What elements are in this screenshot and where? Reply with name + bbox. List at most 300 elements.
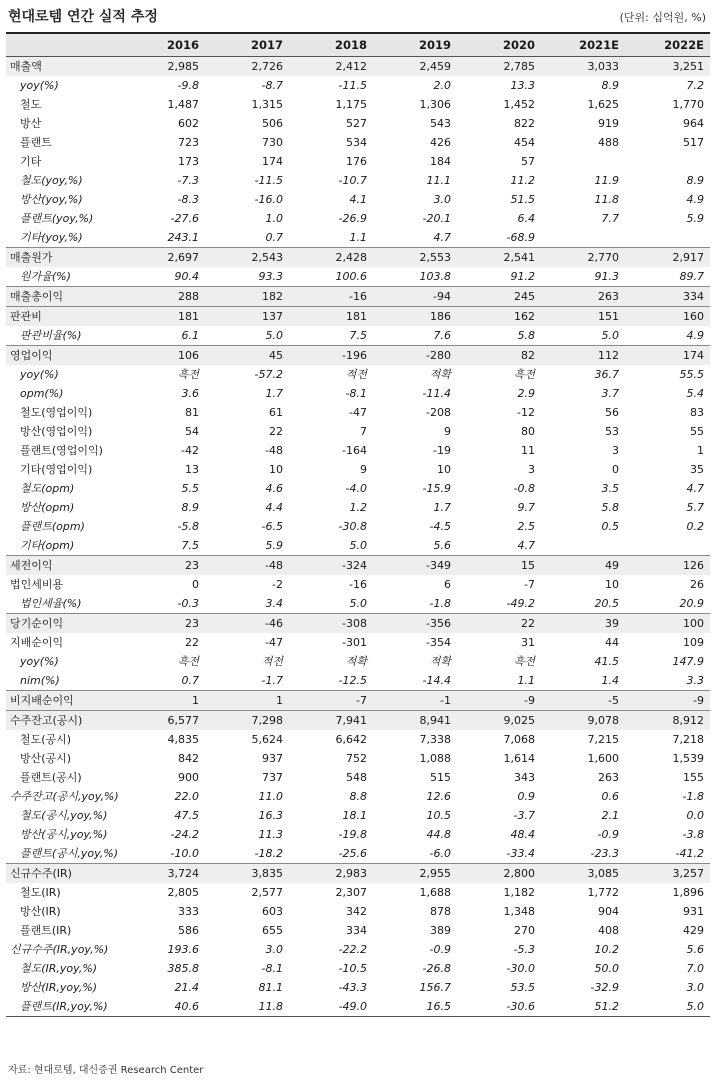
row-label: 기타(yoy,%) (20, 231, 83, 244)
table-cell: -16.0 (254, 193, 283, 206)
column-header: 2017 (205, 33, 289, 57)
table-cell: 723 (178, 136, 199, 149)
table-row (6, 267, 710, 287)
table-cell: -20.1 (422, 212, 451, 225)
table-cell: 3.4 (265, 597, 283, 610)
table-cell: 2,697 (122, 248, 205, 268)
table-cell: 0.5 (601, 520, 619, 533)
table-body (6, 57, 710, 1017)
row-label: yoy(%) (20, 79, 59, 92)
table-cell: 174 (625, 346, 710, 366)
table-cell: 2,985 (122, 57, 205, 77)
table-cell: 2,983 (289, 864, 373, 884)
table-cell: 10.5 (426, 809, 451, 822)
table-cell: -6.5 (261, 520, 283, 533)
row-label: 기타(영업이익) (20, 463, 93, 476)
table-cell: 90.4 (174, 270, 199, 283)
table-cell: -33.4 (506, 847, 535, 860)
table-cell (625, 536, 710, 556)
table-cell: 1.0 (265, 212, 283, 225)
table-cell: 7.6 (433, 329, 451, 342)
table-cell: 50.0 (594, 962, 619, 975)
table-cell: 548 (346, 771, 367, 784)
table-row (6, 517, 710, 536)
table-cell: 5.8 (601, 501, 619, 514)
table-cell: 181 (289, 307, 373, 327)
table-cell: 10 (269, 463, 283, 476)
table-cell: 51.5 (510, 193, 535, 206)
table-cell: 22 (185, 636, 199, 649)
table-cell: 2,543 (205, 248, 289, 268)
table-cell: 6.4 (517, 212, 535, 225)
table-cell: 2,553 (373, 248, 457, 268)
table-cell: 11.8 (594, 193, 619, 206)
row-label: 매출총이익 (6, 287, 122, 307)
table-cell: 964 (683, 117, 704, 130)
table-cell: 5.0 (349, 597, 367, 610)
table-cell: 263 (541, 287, 625, 307)
table-cell: 534 (346, 136, 367, 149)
table-cell: -208 (426, 406, 451, 419)
table-cell: 40.6 (122, 997, 205, 1017)
table-cell: -164 (342, 444, 367, 457)
table-cell: 822 (514, 117, 535, 130)
table-cell: 1,896 (672, 886, 704, 899)
table-cell: 270 (514, 924, 535, 937)
table-cell: 11.1 (426, 174, 451, 187)
table-cell: 36.7 (594, 368, 619, 381)
table-cell: 9,025 (457, 711, 541, 731)
table-row (6, 806, 710, 825)
table-cell: 389 (430, 924, 451, 937)
table-row (6, 711, 710, 731)
row-label: 판관비 (6, 307, 122, 327)
table-cell: 1,625 (587, 98, 619, 111)
row-label: 수주잔고(공시) (6, 711, 122, 731)
column-header (6, 33, 122, 57)
table-cell: -8.1 (345, 387, 367, 400)
table-row (6, 441, 710, 460)
row-label: 철도(공시) (20, 733, 72, 746)
row-label: 방산 (20, 117, 42, 130)
table-cell: 181 (122, 307, 205, 327)
table-cell: 3 (528, 463, 535, 476)
table-cell: 0 (192, 578, 199, 591)
table-cell: 23 (122, 614, 205, 634)
table-cell: -7 (524, 578, 535, 591)
table-cell: 2,955 (373, 864, 457, 884)
table-row (6, 671, 710, 691)
table-cell: 4.6 (265, 482, 283, 495)
table-cell: 적전 (261, 655, 283, 668)
table-cell: 7.7 (601, 212, 619, 225)
table-cell: 931 (683, 905, 704, 918)
table-cell: -0.8 (513, 482, 535, 495)
row-label: 신규수주(IR,yoy,%) (10, 943, 109, 956)
table-cell: 602 (178, 117, 199, 130)
table-cell: 31 (521, 636, 535, 649)
row-label: 영업이익 (6, 346, 122, 366)
table-row (6, 114, 710, 133)
table-cell: -196 (289, 346, 373, 366)
table-cell: -14.4 (422, 674, 451, 687)
table-cell: 126 (625, 556, 710, 576)
table-cell: 342 (346, 905, 367, 918)
table-cell: 5.4 (686, 387, 704, 400)
table-cell: -42 (181, 444, 199, 457)
row-label: 방산(IR) (20, 905, 61, 918)
table-cell: 9 (444, 425, 451, 438)
table-cell: 1,539 (672, 752, 704, 765)
table-cell: 8,941 (373, 711, 457, 731)
table-cell: 8,912 (625, 711, 710, 731)
table-cell: 2.1 (601, 809, 619, 822)
table-cell: 0.2 (686, 520, 704, 533)
table-cell: 2,800 (457, 864, 541, 884)
table-cell: 603 (262, 905, 283, 918)
table-cell: 5.0 (265, 329, 283, 342)
header (8, 6, 708, 26)
table-row (6, 556, 710, 576)
table-cell: 176 (346, 155, 367, 168)
table-cell: 8.9 (686, 174, 704, 187)
source-note: 자료: 현대로템, 대신증권 Research Center (8, 1065, 204, 1076)
table-cell: 1,315 (251, 98, 283, 111)
row-label: 철도(opm) (20, 482, 75, 495)
table-cell: -25.6 (338, 847, 367, 860)
table-cell: 0.7 (265, 231, 283, 244)
row-label: 플랜트 (20, 136, 52, 149)
table-cell: -41.2 (675, 847, 704, 860)
row-label: 수주잔고(공시,yoy,%) (10, 790, 119, 803)
table-cell: 81.1 (258, 981, 283, 994)
table-cell: -1.8 (429, 597, 451, 610)
table-cell: 100 (625, 614, 710, 634)
table-cell: -8.7 (261, 79, 283, 92)
table-row (6, 384, 710, 403)
table-cell: 7,215 (587, 733, 619, 746)
table-cell: 91.3 (594, 270, 619, 283)
table-cell: 155 (683, 771, 704, 784)
table-cell: 8.8 (349, 790, 367, 803)
table-cell: -24.2 (170, 828, 199, 841)
table-cell: 51.2 (541, 997, 625, 1017)
table-row (6, 248, 710, 268)
table-cell: 흑전 (177, 655, 199, 668)
row-label: 매출원가 (6, 248, 122, 268)
row-label: 플랜트(IR,yoy,%) (6, 997, 122, 1017)
table-cell: 488 (598, 136, 619, 149)
table-cell: 20.9 (679, 597, 704, 610)
table-cell: 1 (205, 691, 289, 711)
table-cell: -30.6 (457, 997, 541, 1017)
earnings-table (6, 32, 710, 1017)
column-header: 2021E (541, 33, 625, 57)
table-cell: -68.9 (506, 231, 535, 244)
table-cell: 517 (683, 136, 704, 149)
table-cell: 3.0 (433, 193, 451, 206)
table-cell: 106 (122, 346, 205, 366)
table-cell: 4.9 (686, 329, 704, 342)
table-row (6, 76, 710, 95)
row-label: 철도(IR) (20, 886, 61, 899)
table-row (6, 209, 710, 228)
table-cell: 적확 (429, 655, 451, 668)
table-cell: 8.9 (181, 501, 199, 514)
table-cell: 151 (541, 307, 625, 327)
table-cell: 8.9 (601, 79, 619, 92)
table-row (6, 422, 710, 441)
table-row (6, 883, 710, 902)
table-cell: -57.2 (254, 368, 283, 381)
table-cell: 0 (612, 463, 619, 476)
table-cell: -5 (541, 691, 625, 711)
table-cell: 4.4 (265, 501, 283, 514)
table-cell: -23.3 (590, 847, 619, 860)
table-row (6, 594, 710, 614)
table-cell: 흑전 (513, 368, 535, 381)
table-cell: -8.1 (261, 962, 283, 975)
table-cell: -26.8 (422, 962, 451, 975)
table-cell: 1,487 (167, 98, 199, 111)
table-cell: 2,577 (251, 886, 283, 899)
table-cell: 112 (541, 346, 625, 366)
row-label: 판관비율(%) (20, 329, 82, 342)
table-cell: 55.5 (679, 368, 704, 381)
table-cell: 흑전 (177, 368, 199, 381)
table-cell: 3,251 (625, 57, 710, 77)
table-cell: 173 (178, 155, 199, 168)
table-cell: 1,688 (419, 886, 451, 899)
table-cell: -2 (272, 578, 283, 591)
table-cell: -30.8 (338, 520, 367, 533)
table-cell: 333 (178, 905, 199, 918)
table-cell: 543 (430, 117, 451, 130)
row-label: 철도(영업이익) (20, 406, 93, 419)
table-cell: 1.2 (349, 501, 367, 514)
table-cell: 454 (514, 136, 535, 149)
column-header: 2016 (122, 33, 205, 57)
table-cell: 11.0 (258, 790, 283, 803)
table-cell: -12 (517, 406, 535, 419)
table-cell: 적확 (345, 655, 367, 668)
table-cell: 2,459 (373, 57, 457, 77)
table-cell: -47 (349, 406, 367, 419)
row-label: 플랜트(IR) (20, 924, 72, 937)
table-cell: -4.5 (429, 520, 451, 533)
table-row (6, 575, 710, 594)
table-cell: 2,785 (457, 57, 541, 77)
table-cell: 83 (690, 406, 704, 419)
table-cell: 245 (457, 287, 541, 307)
table-cell: 81 (185, 406, 199, 419)
table-cell: 49 (541, 556, 625, 576)
table-cell: 20.5 (594, 597, 619, 610)
table-cell: 3.0 (686, 981, 704, 994)
table-cell: -15.9 (422, 482, 451, 495)
table-row (6, 190, 710, 209)
table-cell: -27.6 (170, 212, 199, 225)
table-cell: 2,805 (167, 886, 199, 899)
table-cell: 2,770 (541, 248, 625, 268)
table-cell: 2,412 (289, 57, 373, 77)
table-cell: 2.0 (433, 79, 451, 92)
column-header: 2018 (289, 33, 373, 57)
table-cell: 1.4 (601, 674, 619, 687)
table-cell: 2.5 (517, 520, 535, 533)
table-row (6, 652, 710, 671)
table-cell: -3.8 (682, 828, 704, 841)
table-cell: -1.7 (261, 674, 283, 687)
table-row (6, 921, 710, 940)
table-row (6, 346, 710, 366)
row-label: 비지배순이익 (6, 691, 122, 711)
table-cell: 5.8 (517, 329, 535, 342)
table-cell: 21.4 (174, 981, 199, 994)
table-cell: 3.3 (686, 674, 704, 687)
table-cell: 6,642 (335, 733, 367, 746)
table-cell: -0.9 (429, 943, 451, 956)
table-cell: 4.7 (517, 539, 535, 552)
table-cell (541, 228, 625, 248)
table-cell: 1,306 (419, 98, 451, 111)
table-cell: 243.1 (167, 231, 199, 244)
table-cell: 4.7 (433, 231, 451, 244)
table-cell: 2,541 (457, 248, 541, 268)
header-row (6, 33, 710, 57)
table-cell: 적전 (345, 368, 367, 381)
table-row (6, 749, 710, 768)
table-cell: 7.5 (349, 329, 367, 342)
table-cell: 182 (205, 287, 289, 307)
table-cell: 흑전 (513, 655, 535, 668)
table-cell: 5.7 (686, 501, 704, 514)
table-cell: 1,452 (503, 98, 535, 111)
row-label: 플랜트(yoy,%) (20, 212, 94, 225)
table-row (6, 978, 710, 997)
table-cell: 5.0 (625, 997, 710, 1017)
table-cell: 18.1 (342, 809, 367, 822)
table-cell: 1.7 (265, 387, 283, 400)
row-label: 방산(IR,yoy,%) (20, 981, 98, 994)
table-row (6, 171, 710, 190)
table-cell: 11 (521, 444, 535, 457)
table-cell: -301 (342, 636, 367, 649)
table-cell: 3 (612, 444, 619, 457)
table-cell: 515 (430, 771, 451, 784)
table-cell: 22.0 (174, 790, 199, 803)
table-row (6, 326, 710, 346)
table-cell: 137 (205, 307, 289, 327)
row-label: yoy(%) (20, 368, 59, 381)
unit-note: (단위: 십억원, %) (619, 11, 706, 24)
table-cell: 334 (625, 287, 710, 307)
table-cell: -47 (265, 636, 283, 649)
table-cell: 1,600 (587, 752, 619, 765)
table-cell: 5.6 (686, 943, 704, 956)
table-cell: 7,068 (503, 733, 535, 746)
table-cell: -6.0 (429, 847, 451, 860)
table-cell: 12.6 (426, 790, 451, 803)
table-cell: -324 (289, 556, 373, 576)
table-cell: -280 (373, 346, 457, 366)
table-cell: -11.4 (422, 387, 451, 400)
row-label: 철도(yoy,%) (20, 174, 83, 187)
table-cell: 1,175 (335, 98, 367, 111)
table-cell: -43.3 (338, 981, 367, 994)
table-row (6, 614, 710, 634)
row-label: 플랜트(영업이익) (20, 444, 103, 457)
table-row (6, 57, 710, 77)
table-cell: -9 (625, 691, 710, 711)
table-cell: 47.5 (174, 809, 199, 822)
table-cell: 0.0 (686, 809, 704, 822)
table-cell: 0.9 (517, 790, 535, 803)
table-cell: -9.8 (177, 79, 199, 92)
table-cell: 11.2 (510, 174, 535, 187)
row-label: yoy(%) (20, 655, 59, 668)
table-row (6, 460, 710, 479)
table-cell: 1 (122, 691, 205, 711)
table-cell: 7,338 (419, 733, 451, 746)
table-cell: 35 (690, 463, 704, 476)
table-cell: 13 (185, 463, 199, 476)
table-cell: 737 (262, 771, 283, 784)
row-label: 철도(공시,yoy,%) (20, 809, 108, 822)
table-cell: -3.7 (513, 809, 535, 822)
table-cell (625, 228, 710, 248)
table-row (6, 633, 710, 652)
table-cell: -94 (373, 287, 457, 307)
table-cell: -10.5 (338, 962, 367, 975)
table-row (6, 365, 710, 384)
row-label: 기타 (20, 155, 42, 168)
table-row (6, 403, 710, 422)
table-cell: -1.8 (682, 790, 704, 803)
table-cell: 11.8 (205, 997, 289, 1017)
table-cell: 7,218 (672, 733, 704, 746)
table-row (6, 479, 710, 498)
table-cell: 3.5 (601, 482, 619, 495)
table-cell: 429 (683, 924, 704, 937)
table-cell: 147.9 (672, 655, 704, 668)
table-cell: 16.5 (373, 997, 457, 1017)
table-cell: 1,770 (672, 98, 704, 111)
table-cell: -11.5 (338, 79, 367, 92)
table-cell: 57 (521, 155, 535, 168)
row-label: 당기순이익 (6, 614, 122, 634)
table-cell: -308 (289, 614, 373, 634)
column-header: 2022E (625, 33, 710, 57)
table-cell: 4,835 (167, 733, 199, 746)
table-cell: 6.1 (181, 329, 199, 342)
table-cell: 80 (521, 425, 535, 438)
table-cell: 288 (122, 287, 205, 307)
table-cell: 41.5 (594, 655, 619, 668)
table-cell: 13.3 (510, 79, 535, 92)
table-cell: 3,033 (541, 57, 625, 77)
table-cell: 1.7 (433, 501, 451, 514)
table-row (6, 307, 710, 327)
table-cell: -19 (433, 444, 451, 457)
table-cell: 61 (269, 406, 283, 419)
table-cell: 109 (683, 636, 704, 649)
table-cell: 1,348 (503, 905, 535, 918)
table-cell: 7 (360, 425, 367, 438)
table-cell: -16 (289, 287, 373, 307)
table-cell: 842 (178, 752, 199, 765)
table-cell: 426 (430, 136, 451, 149)
